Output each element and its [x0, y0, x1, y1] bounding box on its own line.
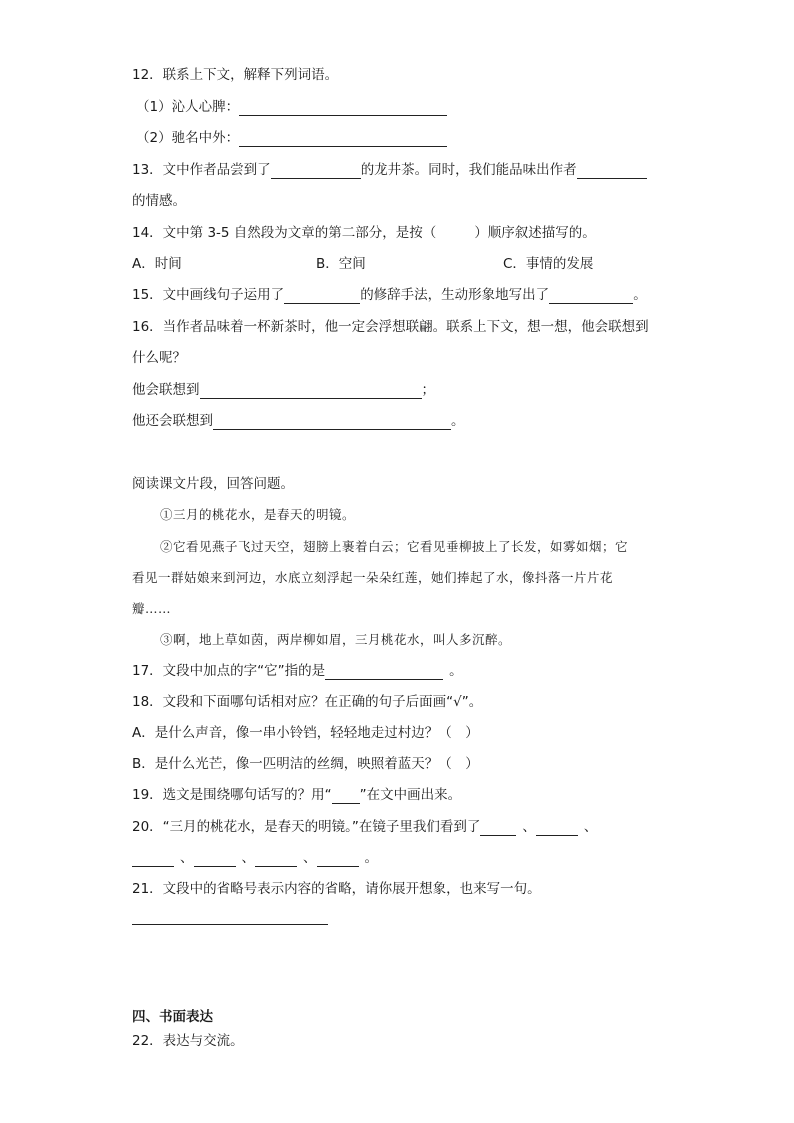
q17-line — [132, 662, 463, 680]
q16-answer2-suffix: 。 — [451, 413, 465, 429]
q16-answer2 — [132, 412, 465, 430]
q18-option-b[interactable]: B．是什么光芒，像一匹明洁的丝绸，映照着蓝天？（ ） — [132, 756, 479, 772]
q14-part2: ）顺序叙述描写的。 — [474, 225, 596, 241]
q14-option-a[interactable]: A．时间 — [132, 256, 182, 272]
q20-blank5[interactable] — [255, 851, 297, 867]
q14-part1: 14．文中第 3-5 自然段为文章的第二部分，是按（ — [132, 225, 437, 241]
q20-line2 — [132, 849, 378, 867]
q18-option-a[interactable]: A．是什么声音，像一串小铃铛，轻轻地走过村边？（ ） — [132, 725, 479, 741]
q12-item2-label: （2）驰名中外： — [136, 130, 240, 146]
q20-blank1[interactable] — [480, 820, 516, 836]
q21-stem: 21．文段中的省略号表示内容的省略，请你展开想象，也来写一句。 — [132, 881, 541, 897]
q18-stem: 18．文段和下面哪句话相对应？在正确的句子后面画“√”。 — [132, 694, 483, 710]
reading-instruction: 阅读课文片段，回答问题。 — [132, 476, 294, 492]
q15-line — [132, 286, 647, 304]
q15-blank1[interactable] — [284, 288, 360, 304]
q12-item1-label: （1）沁人心脾： — [136, 99, 240, 115]
q20-blank4[interactable] — [194, 851, 236, 867]
section-4-heading: 四、书面表达 — [132, 1009, 213, 1025]
q19-line — [132, 786, 461, 804]
q20-line1 — [132, 818, 597, 836]
q16-answer1-prefix: 他会联想到 — [132, 382, 200, 398]
q16-line2: 什么呢？ — [132, 350, 186, 366]
q17-part1: 17．文段中加点的字“它”指的是 — [132, 663, 326, 679]
passage-paragraph-2-line2: 看见一群姑娘来到河边，水底立刻浮起一朵朵红莲，她们捧起了水，像抖落一片片花 — [132, 570, 614, 585]
q22-stem: 22．表达与交流。 — [132, 1033, 244, 1049]
q20-blank6[interactable] — [317, 851, 359, 867]
q13-part1: 13．文中作者品尝到了 — [132, 162, 271, 178]
q13-blank1[interactable] — [271, 163, 361, 179]
q12-item1 — [136, 98, 447, 116]
q15-part3: 。 — [633, 287, 647, 303]
q16-answer2-blank[interactable] — [213, 414, 451, 430]
passage-paragraph-1: ①三月的桃花水，是春天的明镜。 — [160, 507, 356, 522]
q12-item2 — [136, 129, 447, 147]
q13-line1 — [132, 161, 647, 179]
q15-part1: 15．文中画线句子运用了 — [132, 287, 285, 303]
q19-part2: ”在文中画出来。 — [359, 787, 462, 803]
q19-underline-sample — [332, 790, 360, 804]
q16-line1: 16．当作者品味着一杯新茶时，他一定会浮想联翩。联系上下文，想一想，他会联想到 — [132, 319, 649, 335]
passage-paragraph-2-line1: ②它看见燕子飞过天空，翅膀上裹着白云；它看见垂柳披上了长发，如雾如烟；它 — [160, 539, 629, 554]
q14-option-c[interactable]: C．事情的发展 — [503, 256, 594, 272]
q20-sep1: 、 — [522, 819, 536, 835]
q20-blank2[interactable] — [536, 820, 578, 836]
q14-option-b[interactable]: B．空间 — [316, 256, 366, 272]
q19-part1: 19．选文是围绕哪句话写的？用“ — [132, 787, 332, 803]
q16-answer1 — [132, 381, 435, 399]
q20-sep3: 、 — [180, 850, 194, 866]
q12-item2-blank[interactable] — [239, 131, 447, 147]
q13-part3: 的情感。 — [132, 193, 186, 209]
q13-part2: 的龙井茶。同时，我们能品味出作者 — [360, 162, 577, 178]
q20-end: 。 — [364, 850, 378, 866]
q13-blank2[interactable] — [577, 163, 647, 179]
q20-blank3[interactable] — [132, 851, 174, 867]
q20-sep2: 、 — [583, 819, 598, 835]
q16-answer1-blank[interactable] — [200, 383, 422, 399]
q16-answer1-suffix: ； — [421, 382, 435, 398]
q17-part2: 。 — [449, 663, 463, 679]
q20-part1: 20．“三月的桃花水，是春天的明镜。”在镜子里我们看到了 — [132, 819, 481, 835]
q17-blank[interactable] — [325, 664, 443, 680]
q12-item1-blank[interactable] — [239, 100, 447, 116]
q20-sep5: 、 — [303, 850, 317, 866]
q12-stem: 12．联系上下文，解释下列词语。 — [132, 67, 339, 83]
passage-paragraph-3: ③啊，地上草如茵，两岸柳如眉，三月桃花水，叫人多沉醉。 — [160, 632, 512, 647]
q16-answer2-prefix: 他还会联想到 — [132, 413, 213, 429]
q21-answer-line[interactable] — [132, 924, 328, 925]
passage-paragraph-2-line3: 瓣…… — [132, 601, 172, 616]
q20-sep4: 、 — [241, 850, 255, 866]
q14-stem — [132, 224, 596, 242]
q15-blank2[interactable] — [549, 288, 633, 304]
q15-part2: 的修辞手法，生动形象地写出了 — [360, 287, 550, 303]
